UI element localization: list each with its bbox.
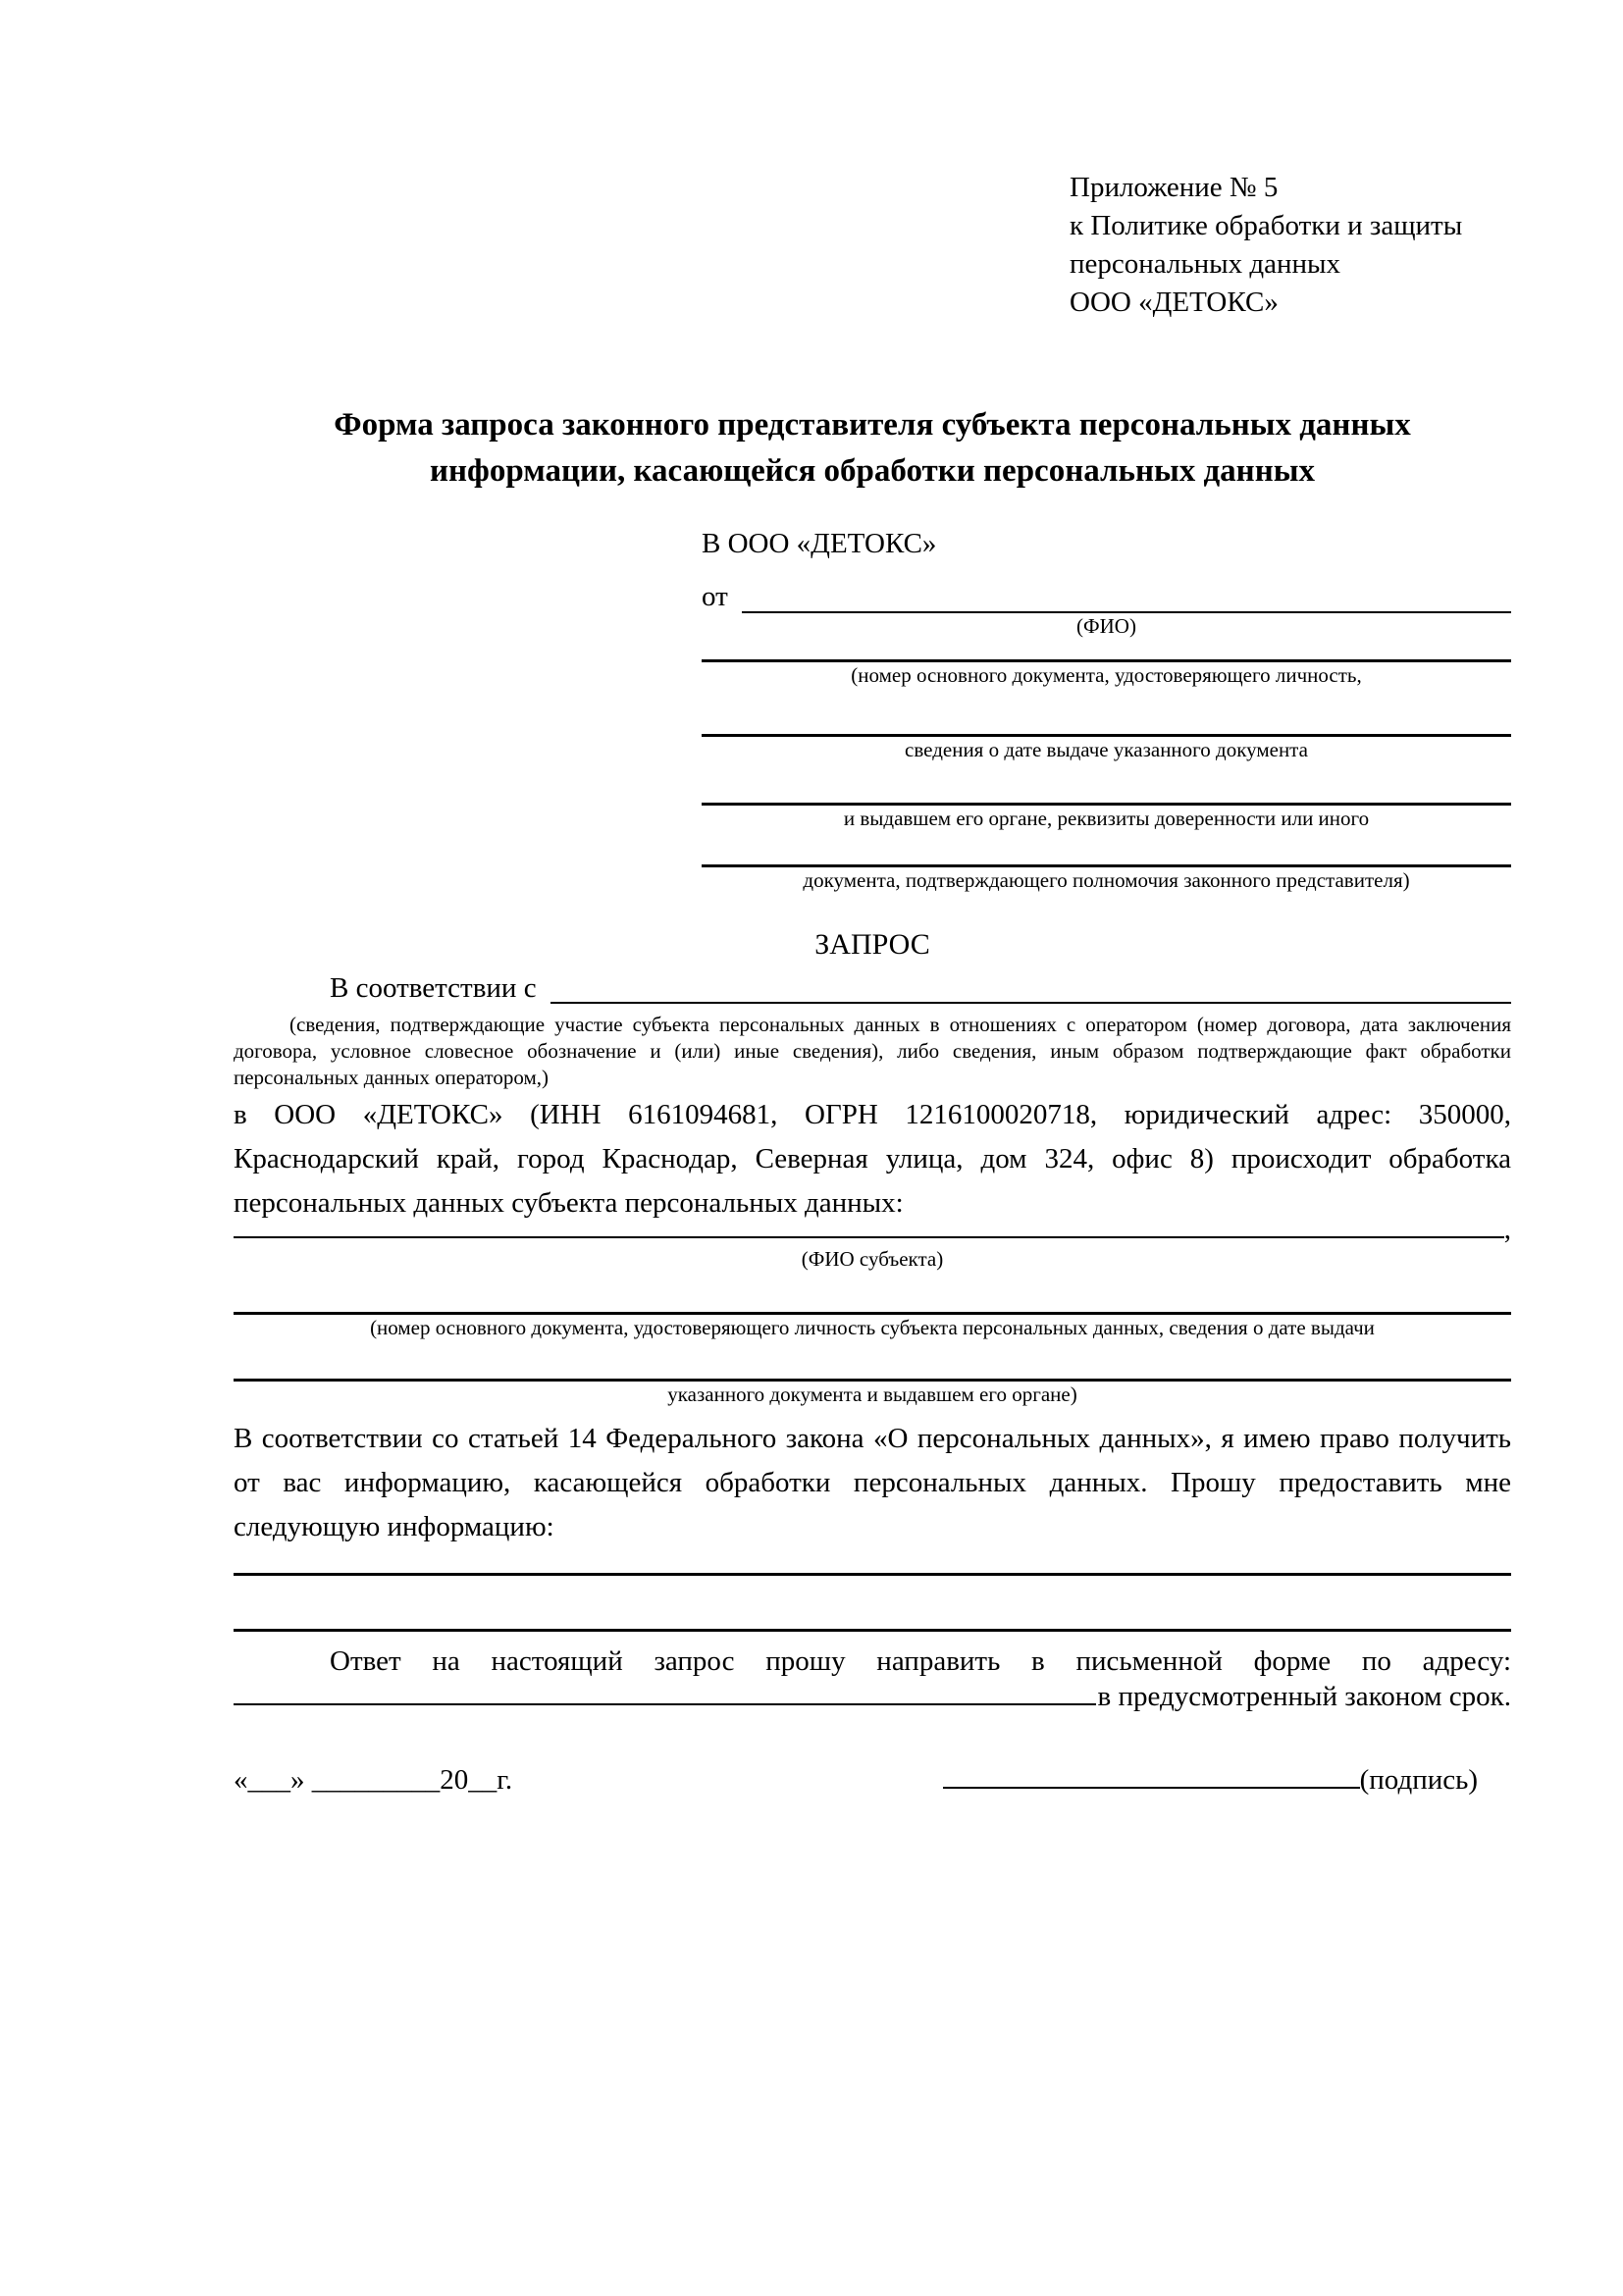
appendix-policy-line2: персональных данных bbox=[1070, 248, 1341, 280]
intro-caption: (сведения, подтверждающие участие субъекта персональных данных в отношениях с оператором (номер договора, дата заключения договора, условное словесное обозначение и (или) иные сведения), либо сведения, иным образом подтверждающие факт обработки персональных данных оператором,) bbox=[234, 1013, 1511, 1089]
addressee-block bbox=[702, 528, 1511, 893]
intro-label: В соответствии с bbox=[330, 972, 537, 1004]
doc-caption-4: документа, подтверждающего полномочия законного представителя) bbox=[803, 868, 1410, 892]
response-request-line: Ответ на настоящий запрос прошу направить в письменной форме по адресу: bbox=[330, 1645, 1511, 1677]
from-row bbox=[702, 572, 1511, 613]
subject-doc-caption-2: указанного документа и выдавшем его органе) bbox=[667, 1383, 1077, 1406]
operator-paragraph: в ООО «ДЕТОКС» (ИНН 6161094681, ОГРН 1216100020718, юридический адрес: 350000, Краснодарский край, город Краснодар, Северная улица, дом 324, офис 8) происходит обработка персональных данных субъекта персональных данных: bbox=[234, 1099, 1511, 1219]
date-blank[interactable]: «___» _________20__г. bbox=[234, 1764, 513, 1796]
representative-doc-field-3[interactable] bbox=[702, 762, 1511, 806]
response-address-row bbox=[234, 1681, 1511, 1713]
addressee-company: В ООО «ДЕТОКС» bbox=[702, 528, 937, 559]
requested-info-field-2[interactable] bbox=[234, 1576, 1511, 1632]
representative-doc-field-1[interactable] bbox=[702, 639, 1511, 662]
date-signature-row bbox=[234, 1764, 1478, 1797]
response-address-field[interactable] bbox=[234, 1703, 1096, 1705]
relation-details-field[interactable] bbox=[550, 1002, 1511, 1004]
appendix-policy-line: к Политике обработки и защиты bbox=[1070, 210, 1463, 241]
intro-row bbox=[234, 974, 1511, 1004]
request-heading: ЗАПРОС bbox=[814, 928, 930, 961]
request-body bbox=[234, 974, 1511, 1713]
form-title-line1: Форма запроса законного представителя субъекта персональных данных bbox=[334, 407, 1411, 443]
appendix-header bbox=[1070, 169, 1462, 322]
form-title-line2: информации, касающейся обработки персональных данных bbox=[430, 453, 1315, 489]
appendix-number: Приложение № 5 bbox=[1070, 172, 1279, 203]
subject-fio-comma: , bbox=[1503, 1214, 1511, 1245]
subject-fio-caption: (ФИО субъекта) bbox=[801, 1247, 944, 1271]
appendix-company: ООО «ДЕТОКС» bbox=[1070, 287, 1279, 318]
from-label: от bbox=[702, 581, 728, 612]
subject-doc-caption-1: (номер основного документа, удостоверяющего личность субъекта персональных данных, сведения о дате выдачи bbox=[370, 1316, 1375, 1339]
signature-block bbox=[943, 1764, 1478, 1797]
doc-caption-3: и выдавшем его органе, реквизиты доверенности или иного bbox=[843, 807, 1370, 830]
representative-doc-field-4[interactable] bbox=[702, 831, 1511, 867]
fio-caption: (ФИО) bbox=[1076, 614, 1136, 638]
doc-caption-1: (номер основного документа, удостоверяющего личность, bbox=[851, 663, 1362, 687]
subject-doc-field-2[interactable] bbox=[234, 1340, 1511, 1382]
signature-caption: (подпись) bbox=[1359, 1764, 1478, 1796]
subject-doc-field-1[interactable] bbox=[234, 1272, 1511, 1315]
response-tail: в предусмотренный законом срок. bbox=[1097, 1681, 1511, 1712]
subject-fio-field[interactable] bbox=[234, 1236, 1504, 1238]
representative-doc-field-2[interactable] bbox=[702, 688, 1511, 737]
form-title bbox=[234, 402, 1511, 495]
signature-field[interactable] bbox=[943, 1787, 1360, 1789]
requested-info-field-1[interactable] bbox=[234, 1549, 1511, 1576]
doc-caption-2: сведения о дате выдаче указанного документа bbox=[905, 738, 1308, 761]
law-paragraph: В соответствии со статьей 14 Федерального закона «О персональных данных», я имею право получить от вас информацию, касающейся обработки персональных данных. Прошу предоставить мне следующую информацию: bbox=[234, 1423, 1511, 1542]
